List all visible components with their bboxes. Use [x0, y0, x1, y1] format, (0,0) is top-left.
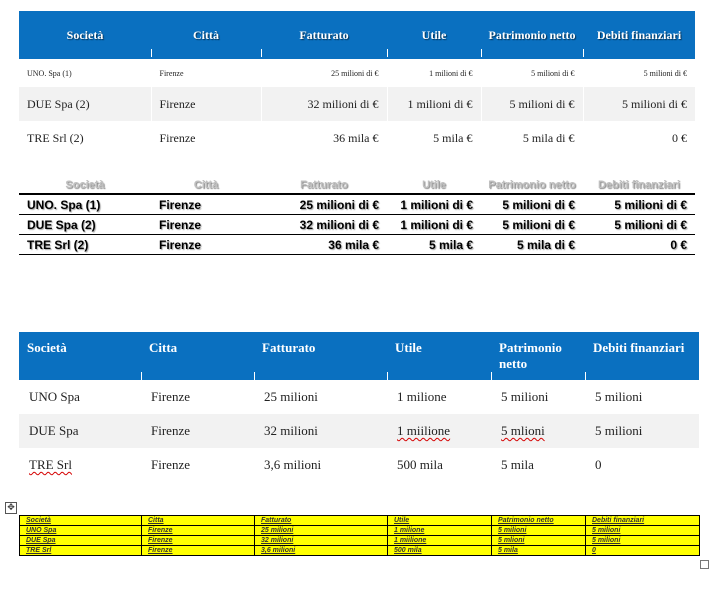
table-3	[19, 332, 699, 482]
column-header-debiti-finanziari[interactable]: Debiti finanziari	[583, 11, 695, 59]
table-cell[interactable]: 5 mila	[492, 546, 586, 556]
table-cell[interactable]: 0 €	[672, 130, 687, 145]
table-cell[interactable]: 32 milioni di €	[261, 215, 387, 235]
column-header-societa[interactable]: Società	[19, 176, 151, 194]
table-row	[19, 380, 699, 414]
table-cell[interactable]: 5 milioni	[492, 526, 586, 536]
column-header-patrimonio-netto[interactable]: Patrimonio netto	[492, 516, 586, 526]
column-header-fatturato[interactable]: Fatturato	[261, 11, 387, 59]
column-header-patrimonio-netto[interactable]: Patrimonio netto	[481, 11, 583, 59]
column-header-citta[interactable]: Città	[151, 11, 261, 59]
table-cell[interactable]: 0	[586, 546, 700, 556]
table-cell[interactable]: 5 milioni	[586, 536, 700, 546]
table-cell[interactable]: 32 milioni	[255, 536, 388, 546]
column-header-patrimonio-netto[interactable]: Patrimonio netto	[481, 176, 583, 194]
table-cell[interactable]: DUE Spa (2)	[19, 215, 151, 235]
column-header-fatturato[interactable]: Fatturato	[254, 332, 387, 380]
column-header-patrimonio-netto[interactable]: Patrimonio netto	[491, 332, 585, 380]
table-cell[interactable]: 5 mila di €	[481, 121, 583, 155]
table-cell[interactable]: TRE Srl (2)	[19, 121, 151, 155]
table-cell[interactable]: 5 milioni di €	[583, 87, 695, 121]
table-cell[interactable]: 36 mila €	[261, 235, 387, 255]
table-cell[interactable]: 5 milioni di €	[583, 215, 695, 235]
table-cell[interactable]: 32 milioni	[254, 414, 387, 448]
table-cell[interactable]: 5 milioni di €	[481, 87, 583, 121]
table-4	[19, 515, 700, 556]
table-cell[interactable]: 5 mila di €	[481, 235, 583, 255]
column-header-debiti-finanziari[interactable]: Debiti finanziari	[586, 516, 700, 526]
table-cell[interactable]: Firenze	[151, 215, 261, 235]
column-header-debiti-finanziari[interactable]: Debiti finanziari	[585, 332, 699, 380]
column-header-utile[interactable]: Utile	[388, 516, 492, 526]
table-cell[interactable]: 0 €	[583, 235, 695, 255]
table-cell[interactable]: 5 milioni di €	[583, 194, 695, 215]
table-cell[interactable]: 1 milione	[397, 389, 447, 404]
table-row	[19, 414, 699, 448]
table-cell[interactable]: Firenze	[142, 536, 255, 546]
column-header-utile[interactable]: Utile	[387, 332, 491, 380]
table-cell[interactable]: UNO. Spa (1)	[19, 194, 151, 215]
table-cell[interactable]: 1 miilione	[387, 414, 491, 448]
column-header-societa[interactable]: Società	[19, 11, 151, 59]
table-cell[interactable]: 5 milioni	[595, 389, 643, 404]
table-cell[interactable]: 1 miilione	[388, 536, 492, 546]
column-header-societa[interactable]: Società	[20, 516, 142, 526]
column-header-debiti-finanziari[interactable]: Debiti finanziari	[583, 176, 695, 194]
table-row	[19, 87, 695, 121]
table-cell[interactable]: DUE Spa	[19, 414, 141, 448]
table-row	[19, 194, 695, 215]
table-cell[interactable]: 25 milioni di €	[261, 59, 387, 87]
table-1-header-row	[19, 11, 695, 59]
table-row	[20, 546, 700, 556]
table-cell[interactable]: 5 mila €	[387, 121, 481, 155]
table-cell[interactable]: Firenze	[151, 59, 261, 87]
table-row	[19, 121, 695, 155]
table-cell[interactable]: 3,6 milioni	[255, 546, 388, 556]
table-cell[interactable]: Firenze	[151, 457, 190, 472]
table-cell[interactable]: Firenze	[151, 194, 261, 215]
table-cell[interactable]: Firenze	[141, 414, 254, 448]
column-header-utile[interactable]: Utile	[387, 176, 481, 194]
column-header-citta[interactable]: Citta	[142, 516, 255, 526]
table-cell[interactable]: 25 milioni di €	[261, 194, 387, 215]
table-cell[interactable]: 36 mila €	[261, 121, 387, 155]
table-3-header-row	[19, 332, 699, 380]
table-row	[19, 59, 695, 87]
table-cell[interactable]: 5 mlioni	[491, 414, 585, 448]
column-header-fatturato[interactable]: Fatturato	[261, 176, 387, 194]
table-cell[interactable]: 3,6 milioni	[264, 457, 322, 472]
table-1	[19, 11, 695, 155]
table-cell[interactable]: 5 milioni di €	[643, 68, 687, 78]
table-cell[interactable]: UNO. Spa (1)	[19, 59, 151, 87]
table-cell[interactable]: 1 milioni di €	[387, 215, 481, 235]
table-cell[interactable]: 5 milioni	[586, 526, 700, 536]
table-cell[interactable]: 5 milioni	[585, 414, 699, 448]
table-cell[interactable]: 25 milioni	[264, 389, 318, 404]
table-cell[interactable]: 0	[595, 457, 602, 472]
table-cell[interactable]: UNO Spa	[20, 526, 142, 536]
column-header-citta[interactable]: Città	[151, 176, 261, 194]
table-cell[interactable]: TRE Srl (2)	[19, 235, 151, 255]
move-table-icon[interactable]: ✥	[5, 502, 17, 514]
table-row	[19, 215, 695, 235]
table-cell[interactable]: 5 milioni di €	[481, 215, 583, 235]
table-cell[interactable]: 5 milioni di €	[481, 59, 583, 87]
table-cell[interactable]: Firenze	[151, 121, 261, 155]
table-cell[interactable]: Firenze	[142, 526, 255, 536]
table-cell[interactable]: 5 mila €	[387, 235, 481, 255]
table-row	[19, 235, 695, 255]
table-row	[20, 526, 700, 536]
table-cell[interactable]: 32 milioni di €	[261, 87, 387, 121]
column-header-citta[interactable]: Citta	[141, 332, 254, 380]
table-cell[interactable]: Firenze	[151, 389, 190, 404]
table-cell[interactable]: Firenze	[151, 87, 261, 121]
table-cell[interactable]: DUE Spa (2)	[19, 87, 151, 121]
table-cell[interactable]: UNO Spa	[29, 389, 80, 404]
table-cell[interactable]: DUE Spa	[20, 536, 142, 546]
resize-table-icon[interactable]	[700, 560, 709, 569]
table-cell[interactable]: 1 milioni di €	[387, 59, 481, 87]
table-cell[interactable]: 5 mlioni	[492, 536, 586, 546]
table-cell[interactable]: 1 milione	[388, 526, 492, 536]
column-header-societa[interactable]: Società	[19, 332, 141, 380]
table-row	[19, 448, 699, 482]
table-cell[interactable]: 25 milioni	[255, 526, 388, 536]
table-cell[interactable]: 1 milioni di €	[387, 87, 481, 121]
table-2-header-row	[19, 176, 695, 194]
table-cell[interactable]: TRE Srl	[29, 457, 72, 472]
table-cell[interactable]: 1 milioni di €	[387, 194, 481, 215]
table-cell[interactable]: 500 mila	[397, 457, 443, 472]
table-cell[interactable]: 5 milioni di €	[481, 194, 583, 215]
column-header-utile[interactable]: Utile	[387, 11, 481, 59]
table-cell[interactable]: 5 milioni	[501, 389, 549, 404]
column-header-fatturato[interactable]: Fatturato	[255, 516, 388, 526]
table-cell[interactable]: 5 mila	[501, 457, 534, 472]
table-cell[interactable]: TRE Srl	[20, 546, 142, 556]
table-2	[19, 176, 695, 255]
table-cell[interactable]: Firenze	[151, 235, 261, 255]
table-row	[20, 536, 700, 546]
table-cell[interactable]: Firenze	[142, 546, 255, 556]
table-cell[interactable]: 500 mila	[388, 546, 492, 556]
table-4-header-row	[20, 516, 700, 526]
